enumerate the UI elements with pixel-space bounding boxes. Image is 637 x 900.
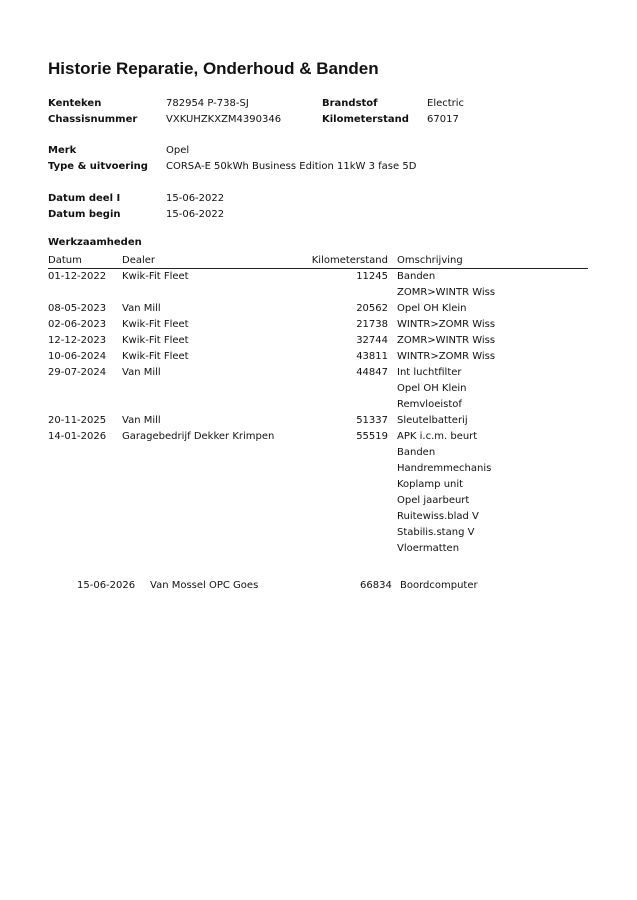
row-omschrijving: Stabilis.stang V [397,527,475,538]
row-kilometerstand: 43811 [356,351,388,362]
table-row-continuation [48,397,588,413]
section-title-werkzaamheden: Werkzaamheden [48,237,142,248]
row-omschrijving: Banden [397,447,436,458]
table-row-continuation [48,445,588,461]
datum-begin-value: 15-06-2022 [166,209,225,220]
brandstof-value: Electric [427,98,465,109]
row-omschrijving: Ruitewiss.blad V [397,511,479,522]
row-omschrijving: Opel OH Klein [397,383,467,394]
header-datum: Datum [48,255,82,266]
datum-begin-label: Datum begin [48,209,121,220]
row-dealer: Kwik-Fit Fleet [122,335,189,346]
row-omschrijving: WINTR>ZOMR Wiss [397,319,496,330]
work-table [48,254,588,557]
row-date: 20-11-2025 [48,415,107,426]
row-dealer: Van Mill [122,415,161,426]
last-row-date: 15-06-2026 [77,580,136,591]
row-kilometerstand: 55519 [356,431,388,442]
table-row [48,269,588,285]
table-row-continuation [48,381,588,397]
row-omschrijving: Opel jaarbeurt [397,495,470,506]
table-row-continuation [48,477,588,493]
row-omschrijving: APK i.c.m. beurt [397,431,478,442]
row-kilometerstand: 20562 [356,303,388,314]
kilometerstand-value: 67017 [427,114,459,125]
table-row [48,301,588,317]
header-omschrijving: Omschrijving [397,255,463,266]
row-kilometerstand: 51337 [356,415,388,426]
row-omschrijving: Opel OH Klein [397,303,467,314]
table-row-continuation [48,285,588,301]
table-row-continuation [48,493,588,509]
kenteken-label: Kenteken [48,98,102,109]
row-omschrijving: ZOMR>WINTR Wiss [397,287,496,298]
row-kilometerstand: 21738 [356,319,388,330]
header-kilometerstand: Kilometerstand [311,255,388,266]
merk-value: Opel [166,145,190,156]
table-row-continuation [48,525,588,541]
row-dealer: Van Mill [122,367,161,378]
row-date: 01-12-2022 [48,271,107,282]
table-row [48,413,588,429]
table-row-continuation [48,509,588,525]
table-row [48,333,588,349]
brandstof-label: Brandstof [322,98,378,109]
row-omschrijving: Vloermatten [397,543,460,554]
row-omschrijving: Koplamp unit [397,479,464,490]
table-row-continuation [48,541,588,557]
row-dealer: Garagebedrijf Dekker Krimpen [122,431,275,442]
datum-deel1-value: 15-06-2022 [166,193,225,204]
kilometerstand-label: Kilometerstand [322,114,409,125]
last-row-km: 66834 [360,580,392,591]
row-omschrijving: Int luchtfilter [397,367,462,378]
table-row [48,349,588,365]
row-omschrijving: Remvloeistof [397,399,462,410]
table-row [48,365,588,381]
row-date: 08-05-2023 [48,303,107,314]
row-omschrijving: Banden [397,271,436,282]
row-omschrijving: WINTR>ZOMR Wiss [397,351,496,362]
row-dealer: Kwik-Fit Fleet [122,319,189,330]
merk-label: Merk [48,145,77,156]
row-date: 02-06-2023 [48,319,107,330]
last-row-dealer: Van Mossel OPC Goes [150,580,259,591]
row-dealer: Kwik-Fit Fleet [122,271,189,282]
table-header [48,254,588,269]
table-row-continuation [48,461,588,477]
table-row [48,317,588,333]
row-omschrijving: ZOMR>WINTR Wiss [397,335,496,346]
datum-deel1-label: Datum deel I [48,193,121,204]
row-date: 29-07-2024 [48,367,107,378]
row-date: 12-12-2023 [48,335,107,346]
chassisnummer-label: Chassisnummer [48,114,138,125]
kenteken-value: 782954 P-738-SJ [166,98,249,109]
table-body [48,269,588,557]
row-dealer: Van Mill [122,303,161,314]
row-date: 14-01-2026 [48,431,107,442]
last-row-desc: Boordcomputer [400,580,478,591]
row-kilometerstand: 32744 [356,335,388,346]
header-dealer: Dealer [122,255,156,266]
row-kilometerstand: 11245 [356,271,388,282]
table-row [48,429,588,445]
row-date: 10-06-2024 [48,351,107,362]
row-kilometerstand: 44847 [356,367,388,378]
type-value: CORSA-E 50kWh Business Edition 11kW 3 fase 5D [166,161,417,172]
row-omschrijving: Sleutelbatterij [397,415,468,426]
row-dealer: Kwik-Fit Fleet [122,351,189,362]
row-omschrijving: Handremmechanis [397,463,492,474]
type-label: Type & uitvoering [48,161,148,172]
chassisnummer-value: VXKUHZKXZM4390346 [166,114,282,125]
page-title: Historie Reparatie, Onderhoud & Banden [48,59,379,78]
